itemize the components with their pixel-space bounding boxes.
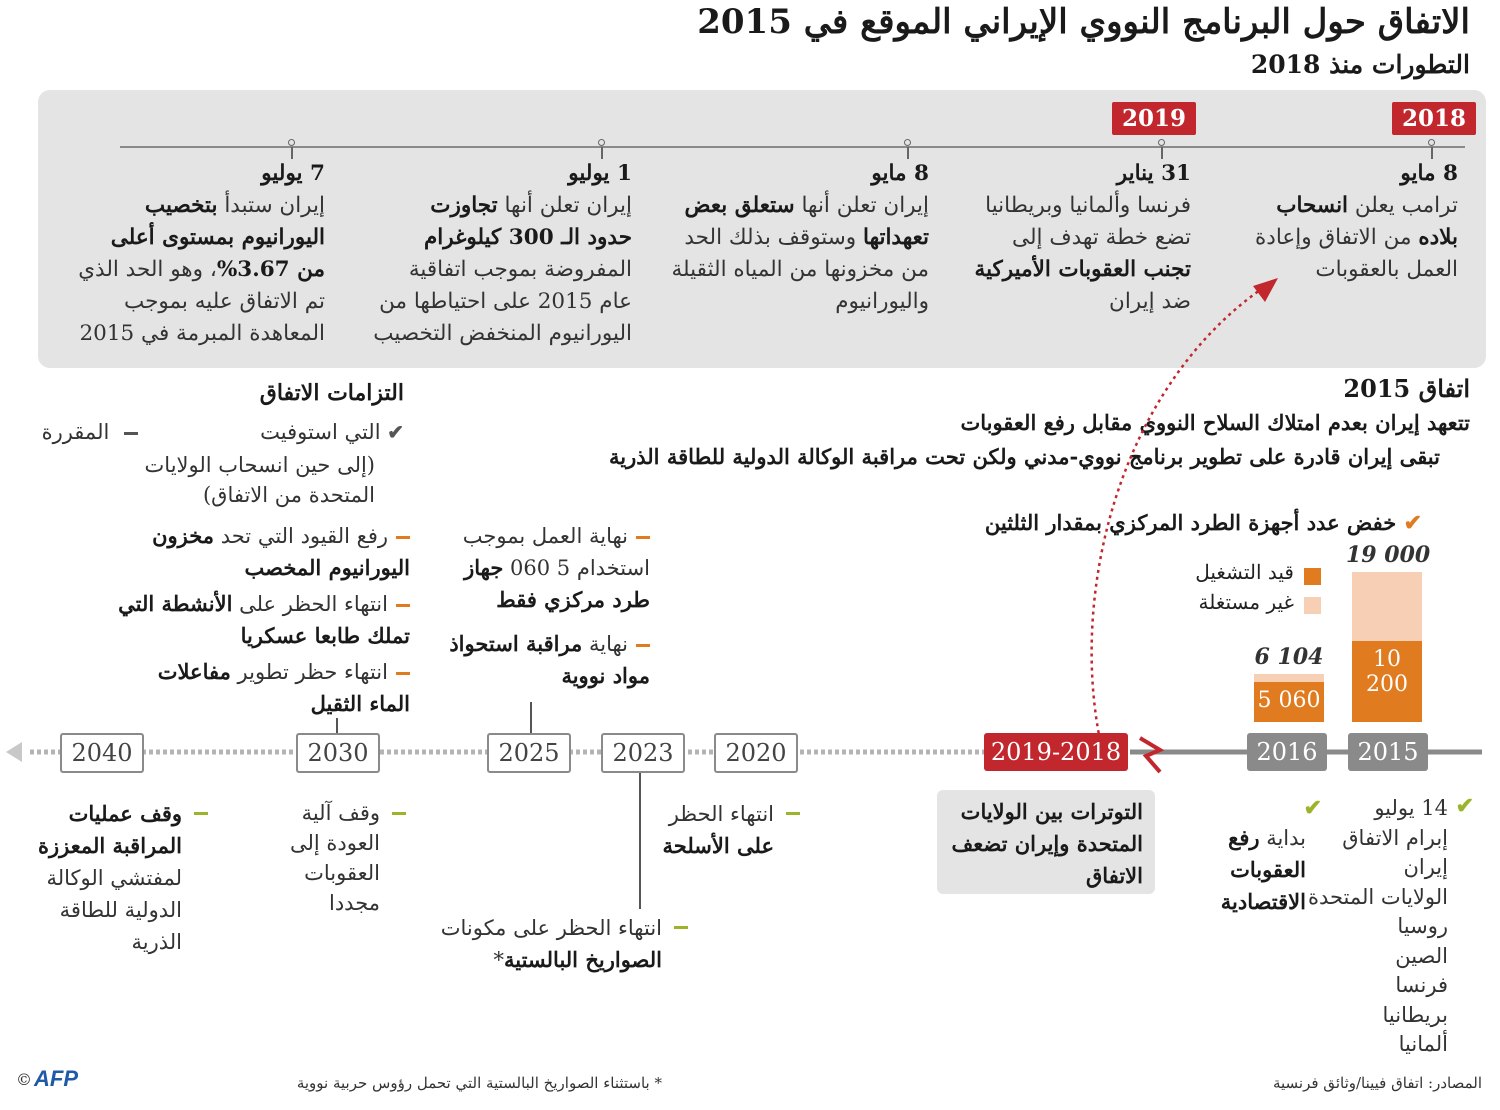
text-line: إيران	[1403, 855, 1448, 879]
text-line: ألمانيا	[1398, 1032, 1448, 1056]
text-line: إبرام الاتفاق	[1342, 825, 1448, 850]
dash-icon	[786, 812, 800, 815]
text-line: إيران تعلن أنها ستعلق بعض	[684, 193, 929, 218]
text-line: الصواريخ البالستية*	[493, 947, 662, 972]
text-line: المعاهدة المبرمة في 2015	[79, 321, 325, 346]
dash-icon	[396, 536, 410, 539]
check-icon: ✔	[387, 420, 404, 444]
text-line: بلاده من الاتفاق وإعادة	[1255, 225, 1458, 250]
item-2025-materials: نهاية مراقبة استحواذ مواد نووية	[449, 631, 650, 688]
text-line: تجنب العقوبات الأميركية	[974, 257, 1191, 282]
year-2015: 2015	[1348, 733, 1428, 771]
dash-icon	[636, 644, 650, 647]
dash-icon	[392, 812, 406, 815]
text-line: من 3.67%، وهو الحد الذي	[78, 257, 325, 282]
text-line: الذرية	[131, 930, 182, 954]
text-line: المتحدة وإيران تضعف	[951, 831, 1143, 856]
legend-label-operating: قيد التشغيل	[1195, 560, 1294, 584]
item-2030-snapback	[260, 798, 380, 918]
legend-label-unused: غير مستغلة	[1198, 590, 1294, 614]
agreement-point-1: تتعهد إيران بعدم امتلاك السلاح النووي مقابل رفع العقوبات	[960, 410, 1470, 435]
text-line: الاقتصادية	[1220, 889, 1306, 914]
text-line: المتحدة من الاتفاق)	[202, 483, 375, 507]
sources: المصادر: اتفاق فيينا/وثائق فرنسية	[1272, 1074, 1482, 1092]
text-line: فرنسا وألمانيا وبريطانيا	[985, 193, 1191, 218]
text-line: تم الاتفاق عليه بموجب	[123, 289, 325, 314]
text-line: على الأسلحة	[662, 833, 774, 858]
text-line: الدولية للطاقة	[59, 898, 182, 922]
bar-value-label-2016: 5 060	[1257, 688, 1321, 714]
tensions-text	[933, 796, 1143, 892]
text-line: (إلى حين انسحاب الولايات	[144, 453, 375, 477]
item-2040-monitoring	[12, 798, 182, 958]
year-2030: 2030	[296, 733, 380, 773]
legend-title: التزامات الاتفاق	[259, 380, 404, 406]
text-line: روسيا	[1397, 914, 1448, 938]
developments-axis	[120, 146, 1465, 148]
text-line: انتهاء الحظر على مكونات	[440, 916, 662, 940]
text-line: العمل بالعقوبات	[1315, 257, 1458, 282]
timeline-arrow-icon	[6, 742, 22, 762]
tension-arrow	[1060, 270, 1300, 750]
text-line: الولايات المتحدة	[1307, 884, 1448, 909]
event-text	[35, 190, 325, 350]
text-line: تعهداتها وستوقف بذلك الحد	[684, 225, 929, 250]
text-line: واليورانيوم	[835, 289, 929, 314]
legend-met-note	[115, 450, 375, 510]
item-2015-signing	[1288, 793, 1474, 1060]
event-date: 31 يناير	[1116, 161, 1191, 186]
year-2023: 2023	[601, 733, 685, 773]
item-2023-missiles	[402, 912, 662, 976]
page-subtitle: التطورات منذ 2018	[1250, 50, 1470, 79]
text-line: انتهاء الحظر	[668, 802, 774, 826]
bar-total-label-2016: 6 104	[1254, 643, 1324, 670]
text-line: ترامب يعلن انسحاب	[1276, 193, 1458, 218]
event-text	[332, 190, 632, 350]
year-2020: 2020	[714, 733, 798, 773]
text-line: إيران تعلن أنها تجاوزت	[430, 193, 632, 218]
event-date: 1 يوليو	[568, 161, 632, 186]
arrow-head-icon	[1253, 278, 1278, 302]
legend-planned: المقررة	[42, 416, 138, 448]
connector-2030	[336, 718, 338, 733]
event-date: 8 مايو	[871, 161, 929, 186]
centrifuge-title: ✔ خفض عدد أجهزة الطرد المركزي بمقدار الثلثين	[984, 510, 1422, 536]
check-icon: ✔	[1455, 793, 1474, 819]
event-2019-jul-1	[332, 158, 632, 350]
afp-logo: AFP	[34, 1066, 78, 1091]
text-line: ضد إيران	[1109, 289, 1191, 314]
check-icon: ✔	[1303, 795, 1322, 821]
bar-total-label-2015: 19 000	[1346, 542, 1431, 568]
text-line: عام 2015 على احتياطها من	[379, 289, 632, 314]
event-2019-jul-7	[35, 158, 325, 350]
text-line: إيران ستبدأ بتخصيب	[144, 193, 325, 218]
text-line: لمفتشي الوكالة	[46, 866, 182, 890]
event-date: 8 مايو	[1400, 161, 1458, 186]
dotted-arrow-path	[1092, 290, 1260, 740]
year-2040: 2040	[60, 733, 144, 773]
check-icon: ✔	[1403, 510, 1422, 536]
event-date: 7 يوليو	[261, 161, 325, 186]
dash-icon	[396, 604, 410, 607]
text-line: الاتفاق	[1086, 863, 1143, 888]
dash-icon	[636, 536, 650, 539]
text-line: العودة إلى	[290, 831, 380, 855]
year-badge-2018: 2018	[1392, 102, 1476, 135]
text-line: وقف عمليات	[68, 801, 182, 826]
text-line: المفروضة بموجب اتفاقية	[408, 257, 632, 282]
event-2019-may-8	[629, 158, 929, 318]
bar-unused-2015	[1352, 572, 1422, 641]
text-line: الصين	[1395, 943, 1448, 968]
text-line: التوترات بين الولايات	[960, 799, 1143, 824]
legend-met: ✔ التي استوفيت	[260, 420, 404, 444]
item-2030-military: انتهاء الحظر على الأنشطة التي تملك طابعا عسكريا	[118, 591, 410, 648]
text-line: العقوبات	[304, 861, 380, 885]
connector-2025	[530, 702, 532, 733]
item-2030-stock: رفع القيود التي تحد مخزون اليورانيوم المخصب	[152, 523, 410, 580]
text-line: بريطانيا	[1382, 1002, 1448, 1027]
agreement-heading: اتفاق 2015	[1343, 374, 1470, 403]
text-line: بداية رفع	[1228, 825, 1306, 850]
year-2016: 2016	[1247, 733, 1327, 771]
item-2025-centrifuges: نهاية العمل بموجب استخدام 5 060 جهاز طرد مركزي فقط	[462, 524, 650, 612]
text-line: فرنسا	[1395, 973, 1448, 997]
agreement-point-2: تبقى إيران قادرة على تطوير برنامج نووي-مدني ولكن تحت مراقبة الوكالة الدولية للطاقة الذرية	[609, 444, 1440, 469]
dash-icon	[194, 812, 208, 815]
text-line: وقف آلية	[301, 801, 380, 825]
footnote: * باستثناء الصواريخ البالستية التي تحمل رؤوس حربية نووية	[296, 1074, 662, 1092]
year-2025: 2025	[487, 733, 571, 773]
event-2018-may-8	[1208, 158, 1458, 286]
item-2020-arms	[634, 798, 774, 862]
dash-icon	[124, 432, 138, 435]
text-line: مجددا	[328, 891, 380, 915]
signing-date: 14 يوليو	[1374, 796, 1448, 820]
event-text	[629, 190, 929, 318]
text-line: تضع خطة تهدف إلى	[1012, 225, 1191, 250]
copyright: ©	[16, 1070, 32, 1089]
item-2030-heavy-water: انتهاء حظر تطوير مفاعلات الماء الثقيل	[157, 659, 410, 716]
text-line: حدود الـ 300 كيلوغرام	[423, 225, 632, 250]
year-badge-2019: 2019	[1112, 102, 1196, 135]
text-line: اليورانيوم بمستوى أعلى	[110, 225, 325, 250]
text-line: المراقبة المعززة	[38, 833, 182, 858]
text-line: من مخزونها من المياه الثقيلة	[671, 257, 929, 282]
bar-value-label-2015: 10 200	[1366, 647, 1408, 698]
text-line: اليورانيوم المنخفض التخصيب	[373, 321, 632, 346]
dash-icon	[674, 926, 688, 929]
dash-icon	[396, 672, 410, 675]
page-title: الاتفاق حول البرنامج النووي الإيراني الموقع في 2015	[697, 2, 1470, 42]
text-line: العقوبات	[1230, 857, 1306, 882]
year-2019-2018: 2019-2018	[984, 733, 1128, 771]
